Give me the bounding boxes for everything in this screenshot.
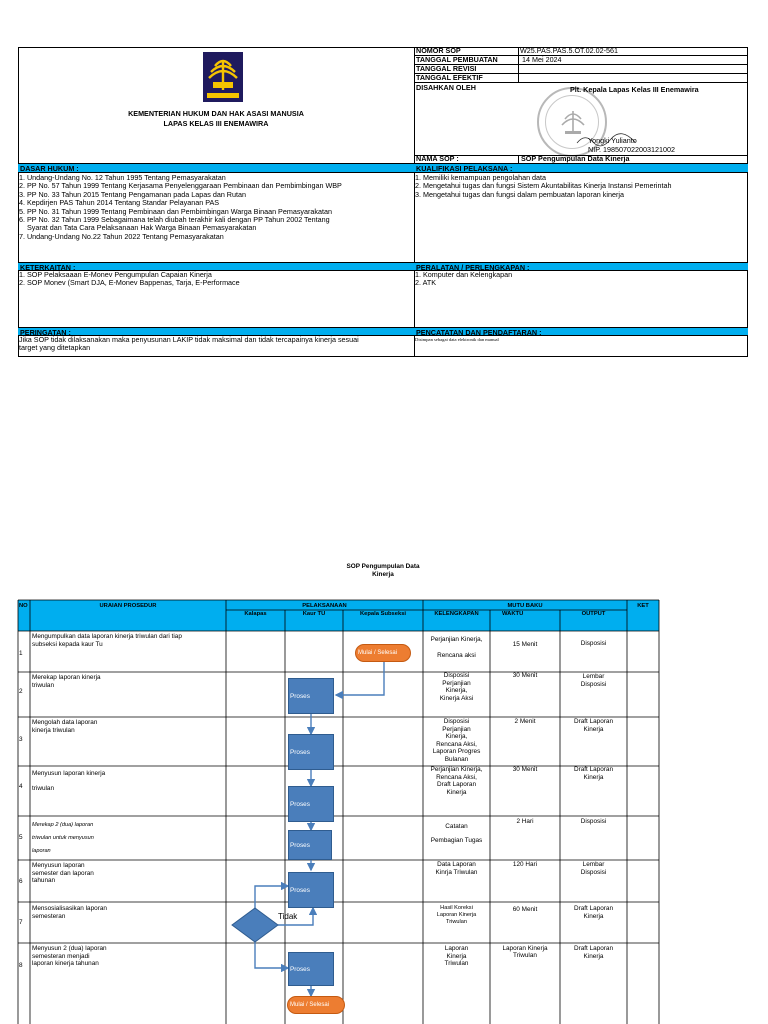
- kelengkapan-line: Disposisi: [443, 672, 470, 679]
- output-line: Lembar: [582, 673, 605, 680]
- kelengkapan-line: Kinerja Aksi: [439, 694, 474, 702]
- dasar-hukum-item: 6. PP No. 32 Tahun 1999 Sebagaimana telah diubah terakhir kali dengan PP Tahun 2002 Tentang: [19, 215, 330, 225]
- peralatan-item: 1. Komputer dan Kelengkapan: [415, 270, 513, 279]
- meta-value-nomor: W25.PAS.PAS.5.OT.02.02-561: [520, 46, 619, 55]
- decision-diamond: [231, 907, 279, 943]
- kelengkapan-line: Disposisi: [443, 718, 470, 725]
- dasar-hukum-item: 3. PP No. 33 Tahun 2015 Tentang Pengamanan pada Lapas dan Rutan: [19, 189, 246, 199]
- header-output: OUTPUT: [560, 611, 627, 617]
- uraian-line: tahunan: [32, 877, 56, 885]
- output-line: Lembar: [582, 861, 605, 868]
- header-pelaksanaan: PELAKSANAAN: [226, 603, 423, 609]
- logo-caption: PENGAYOMAN: [212, 94, 234, 98]
- kelengkapan-line: Perjanjian Kinerja,: [430, 766, 483, 773]
- meta-value-pembuatan: 14 Mei 2024: [520, 55, 562, 64]
- kelengkapan-line: Draft Laporan: [436, 781, 477, 789]
- dasar-hukum-item: Syarat dan Tata Cara Pelaksanaan Hak Warga Binaan Pemasyarakatan: [19, 223, 257, 233]
- uraian-line: kinerja triwulan: [32, 726, 75, 734]
- row-6-no: 6: [19, 878, 23, 885]
- peringatan-title: PERINGATAN :: [18, 327, 414, 336]
- kelengkapan-line: Kinrja Triwulan: [435, 868, 478, 876]
- uraian-line: semesteran menjadi: [32, 952, 90, 960]
- row-4-waktu: 30 Menit: [512, 766, 538, 773]
- output-line: Disposisi: [580, 868, 607, 876]
- header-kalapas: Kalapas: [226, 611, 285, 617]
- header-kelengkapan: KELENGKAPAN: [423, 611, 490, 617]
- approved-label: DISAHKAN OLEH: [416, 83, 476, 92]
- kelengkapan-line: Rencana aksi: [437, 652, 476, 659]
- dasar-hukum-item: 7. Undang-Undang No.22 Tahun 2022 Tentang Pemasyarakatan: [19, 231, 224, 241]
- kualifikasi-title: KUALIFIKASI PELAKSANA :: [414, 163, 748, 173]
- uraian-line: semester dan laporan: [32, 869, 94, 877]
- process-step-2: Proses: [288, 678, 334, 714]
- kelengkapan-line: Perjanjian Kinerja,: [430, 636, 483, 643]
- output-line: Kinerja: [583, 725, 604, 733]
- dasar-hukum-item: 4. Kepdirjen PAS Tahun 2014 Tentang Standar Pelayanan PAS: [19, 198, 220, 208]
- header-no: NO: [18, 603, 30, 609]
- process-step-4: Proses: [288, 786, 334, 822]
- row-4-no: 4: [19, 783, 23, 790]
- sop-name-value: SOP Pengumpulan Data Kinerja: [521, 154, 630, 163]
- kelengkapan-line: Pembagian Tugas: [430, 837, 483, 844]
- kelengkapan-line: Bulanan: [444, 755, 469, 763]
- process-step-3: Proses: [288, 734, 334, 770]
- row-2-waktu: 30 Menit: [512, 672, 538, 679]
- kelengkapan-line: Laporan Progres: [432, 748, 481, 756]
- decision-no-label: Tidak: [278, 912, 298, 921]
- kelengkapan-line: Kinerja,: [445, 687, 468, 695]
- row-3-waktu: 2 Menit: [514, 718, 536, 725]
- peringatan-line: target yang ditetapkan: [19, 343, 91, 353]
- uraian-line: laporan kinerja tahunan: [32, 960, 99, 968]
- uraian-line: triwulan: [32, 681, 55, 689]
- uraian-line: Mengolah data laporan: [32, 719, 98, 726]
- dasar-hukum-item: 5. PP No. 31 Tahun 1999 Tentang Pembinaan dan Pembimbingan Warga Binaan Pemasyarakatan: [19, 206, 332, 216]
- row-3-no: 3: [19, 736, 23, 743]
- kelengkapan-line: Laporan: [444, 945, 469, 952]
- dasar-hukum-title: DASAR HUKUM :: [18, 163, 414, 173]
- header-ket: KET: [627, 603, 659, 609]
- row-7-no: 7: [19, 919, 23, 926]
- uraian-line: Menyusun laporan: [32, 862, 85, 869]
- ministry-name: KEMENTERIAN HUKUM DAN HAK ASASI MANUSIA: [128, 109, 304, 118]
- row-5-waktu: 2 Hari: [516, 818, 534, 825]
- output-line: Draft Laporan: [573, 766, 614, 773]
- kelengkapan-line: Perjanjian: [442, 679, 471, 687]
- dasar-hukum-item: 2. PP No. 57 Tahun 1999 Tentang Kerjasama Penyelenggaraan Pembinaan dan Pembimbingan WBP: [19, 181, 342, 191]
- process-step-6: Proses: [288, 872, 334, 908]
- row-8-waktu: Laporan Kinerja Triwulan: [502, 945, 548, 959]
- uraian-line: Merekap 2 (dua) laporan: [32, 822, 94, 828]
- approver-name: Yongki Yulianto: [588, 136, 637, 145]
- kelengkapan-line: Laporan Kinerja: [436, 912, 477, 918]
- sop-name-label: NAMA SOP :: [416, 154, 459, 163]
- row-8-no: 8: [19, 962, 23, 969]
- row-1-output: Disposisi: [580, 640, 607, 647]
- kelengkapan-line: Rencana Aksi,: [436, 773, 477, 781]
- kelengkapan-line: Hasil Koreksi: [440, 905, 473, 911]
- header-uraian: URAIAN PROSEDUR: [30, 603, 226, 609]
- uraian-line: Menyusun 2 (dua) laporan: [32, 945, 107, 952]
- approver-title: Plt. Kepala Lapas Kelas III Enemawira: [570, 85, 699, 94]
- uraian-line: triwulan: [32, 785, 55, 793]
- output-line: Kinerja: [583, 773, 604, 781]
- header-kaur-tu: Kaur TU: [285, 611, 343, 617]
- header-mutu-baku: MUTU BAKU: [423, 603, 627, 609]
- peralatan-title: PERALATAN / PERLENGKAPAN :: [414, 262, 748, 271]
- row-1-waktu: 15 Menit: [512, 641, 538, 648]
- kualifikasi-item: 3. Mengetahui tugas dan fungsi dalam pembuatan laporan kinerja: [415, 189, 624, 199]
- keterkaitan-item: 2. SOP Monev (Smart DJA, E-Monev Bappenas, Tarja, E-Performace: [19, 278, 240, 288]
- pencatatan-title: PENCATATAN DAN PENDAFTARAN :: [414, 327, 748, 336]
- output-line: Kinerja: [583, 952, 604, 960]
- uraian-line: semesteran: [32, 912, 66, 920]
- kualifikasi-item: 2. Mengetahui tugas dan fungsi Sistem Akuntabilitas Kinerja Instansi Pemerintah: [415, 181, 672, 191]
- process-step-5: Proses: [288, 830, 332, 860]
- meta-label-revisi: TANGGAL REVISI: [416, 64, 477, 73]
- keterkaitan-item: 1. SOP Pelaksaaan E-Monev Pengumpulan Capaian Kinerja: [19, 270, 212, 279]
- peringatan-line: Jika SOP tidak dilaksanakan maka penyusunan LAKIP tidak maksimal dan tidak tercapainya kinerja sesuai: [19, 335, 359, 344]
- approver-nip: NIP. 198507022003121002: [588, 145, 675, 154]
- start-terminal: Mulai / Selesai: [355, 644, 411, 662]
- output-line: Draft Laporan: [573, 945, 614, 952]
- uraian-line: Merekap laporan kinerja: [32, 674, 101, 681]
- meta-label-pembuatan: TANGGAL PEMBUATAN: [416, 55, 498, 64]
- header-kasubsi: Kepala Subseksi: [343, 611, 423, 617]
- kelengkapan-line: Kinerja: [446, 952, 467, 960]
- kelengkapan-line: Kinerja,: [445, 733, 468, 741]
- output-line: Disposisi: [580, 680, 607, 688]
- output-line: Kinerja: [583, 912, 604, 920]
- row-7-waktu: 60 Menit: [512, 906, 538, 913]
- pencatatan-text: Disimpan sebagai data elektronik dan manual: [415, 337, 499, 342]
- uraian-line: triwulan untuk menyusun: [32, 835, 94, 842]
- meta-label-nomor: NOMOR SOP: [416, 46, 461, 55]
- keterkaitan-title: KETERKAITAN :: [18, 262, 414, 271]
- process-step-8: Proses: [288, 952, 334, 986]
- kelengkapan-line: Triwulan: [444, 960, 469, 968]
- row-6-waktu: 120 Hari: [512, 861, 538, 868]
- row-5-output: Disposisi: [580, 818, 607, 825]
- output-line: Draft Laporan: [573, 718, 614, 725]
- peralatan-item: 2. ATK: [415, 278, 437, 288]
- kelengkapan-line: Catatan: [445, 823, 468, 830]
- kualifikasi-item: 1. Memiliki kemampuan pengolahan data: [415, 173, 547, 182]
- kelengkapan-line: Perjanjian: [442, 725, 471, 733]
- kelengkapan-line: Rencana Aksi,: [436, 740, 477, 748]
- uraian-line: Mengumpulkan data laporan kinerja triwulan dari tiap: [32, 633, 182, 640]
- uraian-line: subseksi kepada kaur Tu: [32, 640, 103, 648]
- kelengkapan-line: Data Laporan: [437, 861, 476, 868]
- meta-label-efektif: TANGGAL EFEKTIF: [416, 73, 483, 82]
- row-1-no: 1: [19, 650, 23, 657]
- row-2-no: 2: [19, 688, 23, 695]
- uraian-line: laporan: [32, 848, 51, 855]
- procedure-title-line: SOP Pengumpulan Data: [346, 563, 420, 570]
- row-5-no: 5: [19, 834, 23, 841]
- procedure-title-line: Kinerja: [372, 570, 394, 578]
- office-name: LAPAS KELAS III ENEMAWIRA: [163, 119, 269, 128]
- header-waktu: WAKTU: [490, 611, 528, 617]
- uraian-line: Mensosialisasikan laporan: [32, 905, 107, 912]
- uraian-line: Menyusun laporan kinerja: [32, 770, 106, 777]
- kelengkapan-line: Triwulan: [446, 919, 467, 925]
- dasar-hukum-item: 1. Undang-Undang No. 12 Tahun 1995 Tentang Pemasyarakatan: [19, 173, 226, 182]
- end-terminal: Mulai / Selesai: [287, 996, 345, 1014]
- output-line: Draft Laporan: [573, 905, 614, 912]
- kelengkapan-line: Kinerja: [446, 788, 467, 796]
